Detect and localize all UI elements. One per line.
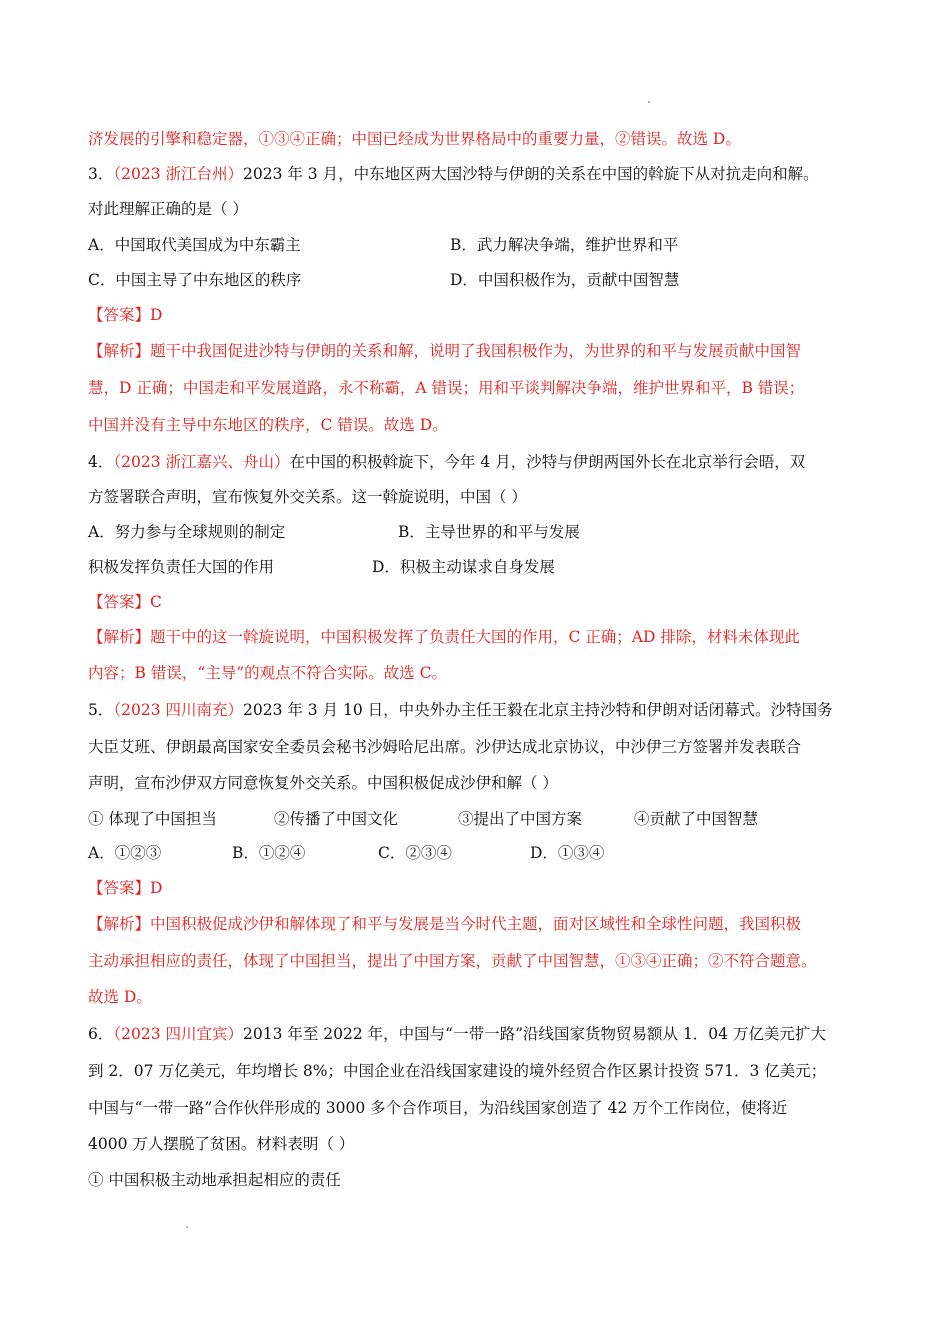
q6-stem-line-2: 到 2．07 万亿美元，年均增长 8%；中国企业在沿线国家建设的境外经贸合作区累计投资 571．3 亿美元； bbox=[88, 1062, 827, 1080]
q4-option-d: D．积极主动谋求自身发展 bbox=[372, 558, 555, 576]
q2-analysis-tail: 济发展的引擎和稳定器，①③④正确；中国已经成为世界格局中的重要力量，②错误。故选 D。 bbox=[88, 130, 741, 148]
q3-option-d: D．中国积极作为，贡献中国智慧 bbox=[450, 271, 680, 289]
q5-analysis-line-1: 【解析】中国积极促成沙伊和解体现了和平与发展是当今时代主题，面对区域性和全球性问题，我国积极 bbox=[88, 915, 802, 933]
q5-item-1: ① 体现了中国担当 bbox=[88, 810, 217, 828]
q3-stem-1: 2023 年 3 月，中东地区两大国沙特与伊朗的关系在中国的斡旋下从对抗走向和解。 bbox=[243, 165, 819, 183]
q4-options-row-2 bbox=[88, 556, 880, 578]
q3-options-row-2 bbox=[88, 269, 880, 291]
q5-option-d: D．①③④ bbox=[530, 844, 605, 862]
answer-tag: 【答案】 bbox=[88, 879, 151, 897]
analysis-tag: 【解析】 bbox=[88, 628, 151, 646]
answer-value: C bbox=[150, 593, 162, 611]
q4-options-row-1 bbox=[88, 521, 880, 543]
q3-analysis-line-3: 中国并没有主导中东地区的秩序，C 错误。故选 D。 bbox=[88, 416, 448, 434]
q5-analysis-line-2: 主动承担相应的责任，体现了中国担当，提出了中国方案，贡献了中国智慧，①③④正确；②不符合题意。 bbox=[88, 952, 817, 970]
q6-stem-line-1: 6．（2023 四川宜宾）2013 年至 2022 年，中国与“一带一路”沿线国家货物贸易额从 1．04 万亿美元扩大 bbox=[88, 1025, 826, 1043]
analysis-tag: 【解析】 bbox=[88, 342, 151, 360]
answer-tag: 【答案】 bbox=[88, 306, 151, 324]
q5-number: 5． bbox=[88, 701, 114, 719]
q4-stem-line-1: 4．（2023 浙江嘉兴、舟山）在中国的积极斡旋下，今年 4 月，沙特与伊朗两国外长在北京举行会晤，双 bbox=[88, 453, 806, 471]
q6-number: 6． bbox=[88, 1025, 114, 1043]
scan-dot bbox=[648, 101, 650, 103]
q4-analysis-line-2: 内容；B 错误，“主导”的观点不符合实际。故选 C。 bbox=[88, 664, 447, 682]
q5-options-row bbox=[88, 842, 880, 864]
q3-answer bbox=[88, 304, 880, 326]
q5-option-b: B．①②④ bbox=[232, 844, 306, 862]
answer-tag: 【答案】 bbox=[88, 593, 151, 611]
q6-source: （2023 四川宜宾） bbox=[113, 1025, 243, 1043]
q4-source: （2023 浙江嘉兴、舟山） bbox=[113, 453, 290, 471]
analysis-tag: 【解析】 bbox=[88, 915, 151, 933]
q5-stem-line-1: 5．（2023 四川南充）2023 年 3 月 10 日，中央外办主任王毅在北京主持沙特和伊朗对话闭幕式。沙特国务 bbox=[88, 701, 833, 719]
q5-item-3: ③提出了中国方案 bbox=[458, 810, 583, 828]
q3-option-b: B．武力解决争端，维护世界和平 bbox=[450, 236, 679, 254]
q5-option-a: A．①②③ bbox=[88, 844, 162, 862]
q3-option-c: C．中国主导了中东地区的秩序 bbox=[88, 271, 302, 289]
answer-value: D bbox=[150, 879, 163, 897]
answer-value: D bbox=[150, 306, 163, 324]
q3-stem-line-1 bbox=[88, 163, 880, 185]
q6-stem-line-4: 4000 万人摆脱了贫困。材料表明（ ） bbox=[88, 1135, 355, 1153]
q3-options-row-1 bbox=[88, 234, 880, 256]
q3-stem-line-2: 对此理解正确的是（ ） bbox=[88, 200, 248, 218]
q3-number: 3． bbox=[88, 165, 114, 183]
q5-source: （2023 四川南充） bbox=[113, 701, 243, 719]
q5-answer bbox=[88, 877, 880, 899]
q5-stem-line-2: 大臣艾班、伊朗最高国家安全委员会秘书沙姆哈尼出席。沙伊达成北京协议，中沙伊三方签署并发表联合 bbox=[88, 738, 802, 756]
q4-number: 4． bbox=[88, 453, 114, 471]
q5-analysis-line-3: 故选 D。 bbox=[88, 988, 152, 1006]
q3-option-a: A．中国取代美国成为中东霸主 bbox=[88, 236, 301, 254]
q4-option-a: A．努力参与全球规则的制定 bbox=[88, 523, 286, 541]
q3-source: （2023 浙江台州） bbox=[113, 165, 243, 183]
scan-dot bbox=[186, 1226, 188, 1228]
q6-stem-line-3: 中国与“一带一路”合作伙伴形成的 3000 多个合作项目，为沿线国家创造了 42 万个工作岗位，使将近 bbox=[88, 1099, 788, 1117]
q5-items-row bbox=[88, 808, 880, 830]
q3-analysis-line-2: 慧，D 正确；中国走和平发展道路，永不称霸，A 错误；用和平谈判解决争端，维护世界和平，B 错误； bbox=[88, 379, 805, 397]
q4-option-b: B．主导世界的和平与发展 bbox=[398, 523, 580, 541]
q3-analysis-line-1: 【解析】题干中我国促进沙特与伊朗的关系和解，说明了我国积极作为，为世界的和平与发展贡献中国智 bbox=[88, 342, 802, 360]
q4-stem-line-2: 方签署联合声明，宣布恢复外交关系。这一斡旋说明，中国（ ） bbox=[88, 488, 527, 506]
q4-analysis-line-1: 【解析】题干中的这一斡旋说明，中国积极发挥了负责任大国的作用，C 正确；AD 排除，材料未体现此 bbox=[88, 628, 800, 646]
q5-stem-line-3: 声明，宣布沙伊双方同意恢复外交关系。中国积极促成沙伊和解（ ） bbox=[88, 774, 558, 792]
q4-option-c: 积极发挥负责任大国的作用 bbox=[88, 558, 275, 576]
q4-answer bbox=[88, 591, 880, 613]
q6-item-1: ① 中国积极主动地承担起相应的责任 bbox=[88, 1171, 341, 1189]
q5-item-4: ④贡献了中国智慧 bbox=[634, 810, 759, 828]
q5-item-2: ②传播了中国文化 bbox=[274, 810, 399, 828]
q5-option-c: C．②③④ bbox=[378, 844, 452, 862]
